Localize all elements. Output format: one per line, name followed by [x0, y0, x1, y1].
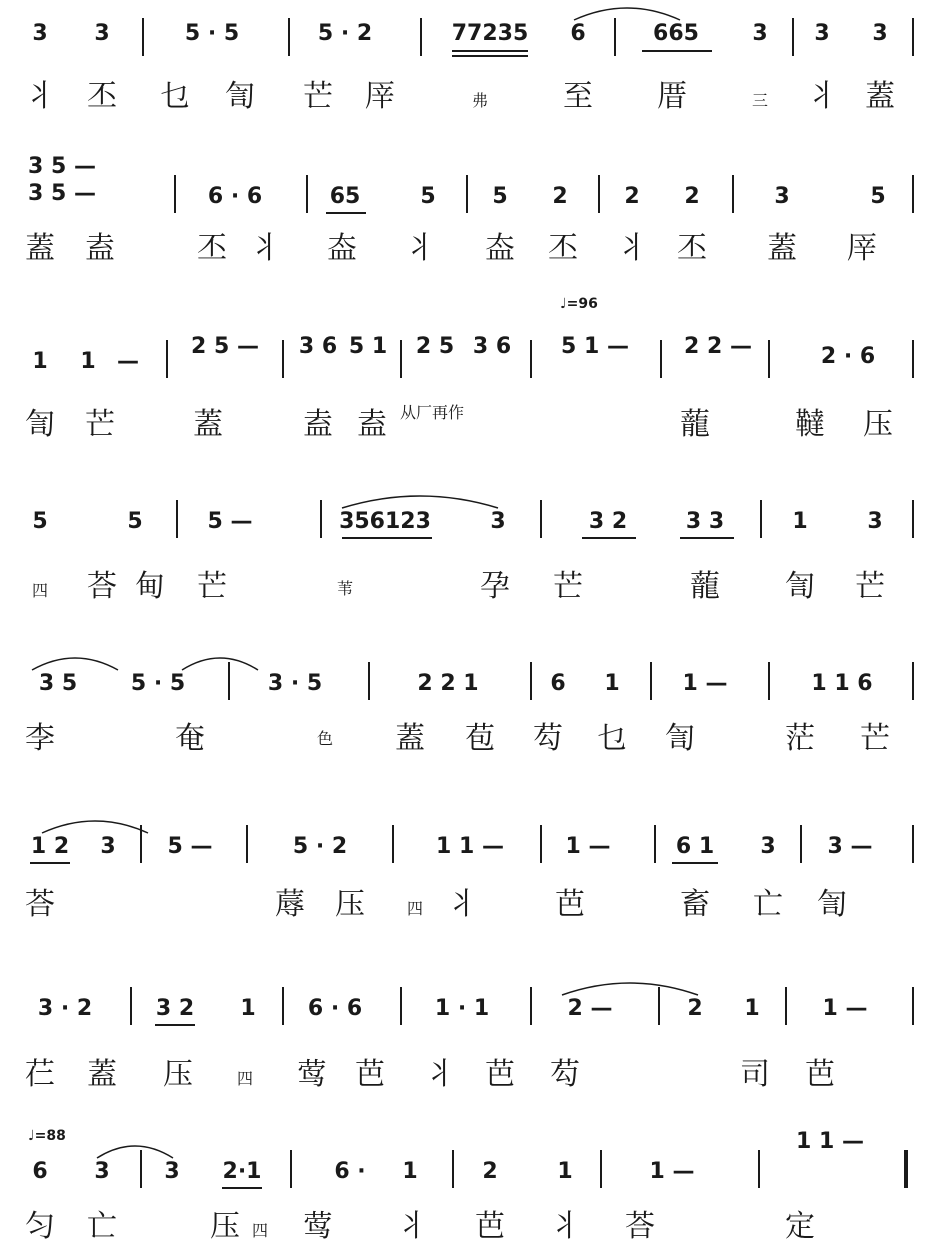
jianzi: 甸	[135, 569, 165, 604]
note: 1	[744, 996, 760, 1021]
jianzi: 丬	[250, 231, 280, 266]
jianzi: 芒	[553, 569, 583, 604]
barline	[912, 825, 914, 863]
barline	[732, 175, 734, 213]
barline	[912, 175, 914, 213]
note: 3 5	[38, 671, 78, 696]
note: 356123	[339, 509, 431, 534]
jianzi: 茫	[785, 721, 815, 756]
note: 3	[94, 21, 110, 46]
jianzi: 压	[335, 887, 365, 922]
note: 5 · 5	[130, 671, 186, 696]
note: 2	[482, 1159, 498, 1184]
barline	[660, 340, 662, 378]
jianzi: 芒	[860, 721, 890, 756]
barline	[614, 18, 616, 56]
note: 1	[402, 1159, 418, 1184]
jianzi: 丬	[447, 887, 477, 922]
barline	[912, 987, 914, 1025]
jianzi: 丬	[807, 79, 837, 114]
barline	[785, 987, 787, 1025]
note: 5 —	[167, 834, 213, 859]
barline	[792, 18, 794, 56]
jianzi: 丬	[425, 1057, 455, 1092]
jianzi: 韃	[795, 407, 825, 442]
jianzi: 芭	[555, 887, 585, 922]
slur	[30, 652, 120, 672]
barline	[420, 18, 422, 56]
jianzi: 亡	[753, 887, 783, 922]
note: 2 5 —	[191, 334, 259, 359]
jianzi: 丕	[87, 79, 117, 114]
jianzi: 畜	[680, 887, 710, 922]
jianzi: 李	[25, 721, 55, 756]
note: 2 5	[415, 334, 455, 359]
jianzi: 訇	[665, 721, 695, 756]
note: 3	[814, 21, 830, 46]
barline	[912, 340, 914, 378]
barline	[368, 662, 370, 700]
note: 3 5 —	[28, 181, 96, 206]
jianzi: 蓋	[395, 721, 425, 756]
barline	[530, 340, 532, 378]
jianzi: 芢	[25, 1057, 55, 1092]
jianzi: 厗	[847, 231, 877, 266]
jianzi: 苞	[465, 721, 495, 756]
note: 665	[653, 21, 699, 46]
note: 5 · 2	[317, 21, 373, 46]
jianzi: 芒	[303, 79, 333, 114]
tempo-mark: ♩=96	[560, 296, 598, 312]
barline	[130, 987, 132, 1025]
note: 2	[684, 184, 700, 209]
note: 6 · 6	[207, 184, 263, 209]
note: 5 1	[348, 334, 388, 359]
barline	[768, 340, 770, 378]
note: 3	[752, 21, 768, 46]
barline	[392, 825, 394, 863]
jianzi: 芭	[355, 1057, 385, 1092]
note: 2·1	[222, 1159, 262, 1184]
note: —	[117, 349, 139, 374]
note: 5	[492, 184, 508, 209]
barline	[800, 825, 802, 863]
barline	[760, 500, 762, 538]
jianzi: 盇	[485, 231, 515, 266]
barline	[540, 500, 542, 538]
barline	[658, 987, 660, 1025]
barline	[598, 175, 600, 213]
barline	[912, 18, 914, 56]
note: 1	[32, 349, 48, 374]
note: 1 —	[649, 1159, 695, 1184]
note: 2	[624, 184, 640, 209]
jianzi: 压	[863, 407, 893, 442]
barline	[540, 825, 542, 863]
jianzi: 蓋	[25, 231, 55, 266]
jianzi: 奄	[175, 721, 205, 756]
barline	[176, 500, 178, 538]
jianzi: 四	[251, 1221, 269, 1240]
jianzi: 苇	[336, 579, 354, 598]
note: 1 · 1	[434, 996, 490, 1021]
underline	[155, 1024, 195, 1026]
note: 3 · 2	[37, 996, 93, 1021]
barline	[600, 1150, 602, 1188]
note: 1 —	[822, 996, 868, 1021]
note: 3	[164, 1159, 180, 1184]
barline	[912, 500, 914, 538]
jianzi: 蘢	[690, 569, 720, 604]
jianzi: 厗	[365, 79, 395, 114]
jianzi: 芒	[197, 569, 227, 604]
barline	[282, 340, 284, 378]
note: 1	[240, 996, 256, 1021]
jianzi: 从厂再作	[399, 403, 465, 422]
note: 3	[867, 509, 883, 534]
slur	[560, 977, 700, 997]
underline	[30, 862, 70, 864]
note: 2 2 1	[417, 671, 479, 696]
jianzi: 厝	[657, 79, 687, 114]
note: 2	[552, 184, 568, 209]
note: 5	[420, 184, 436, 209]
note: 3 3	[685, 509, 725, 534]
note: 1 —	[682, 671, 728, 696]
note: 3 · 5	[267, 671, 323, 696]
jianzi: 莺	[303, 1209, 333, 1244]
barline	[140, 825, 142, 863]
jianzi: 荅	[625, 1209, 655, 1244]
note: 3 2	[588, 509, 628, 534]
note: 65	[329, 184, 361, 209]
jianzi: 丕	[677, 231, 707, 266]
barline	[530, 987, 532, 1025]
jianzi: 四	[406, 899, 424, 918]
jianzi: 芭	[475, 1209, 505, 1244]
barline	[166, 340, 168, 378]
barline	[400, 340, 402, 378]
underline	[582, 537, 636, 539]
note: 77235	[451, 21, 529, 46]
jianzi: 孕	[480, 569, 510, 604]
jianzi: 丬	[617, 231, 647, 266]
note: 5	[32, 509, 48, 534]
barline	[320, 500, 322, 538]
note: 3	[760, 834, 776, 859]
jianzi: 亡	[87, 1209, 117, 1244]
jianzi: 訇	[25, 407, 55, 442]
note: 3 6	[298, 334, 338, 359]
note: 1 1 —	[796, 1129, 864, 1154]
jianzi: 乜	[160, 79, 190, 114]
barline	[306, 175, 308, 213]
jianzi: 蓋	[87, 1057, 117, 1092]
jianzi: 荅	[87, 569, 117, 604]
note: 5 · 5	[184, 21, 240, 46]
note: 1 1 —	[436, 834, 504, 859]
jianzi: 定	[785, 1209, 815, 1244]
jianzi: 荅	[25, 887, 55, 922]
barline	[282, 987, 284, 1025]
barline	[530, 662, 532, 700]
jianzi: 丬	[397, 1209, 427, 1244]
jianzi: 丬	[25, 79, 55, 114]
barline	[758, 1150, 760, 1188]
jianzi: 丬	[405, 231, 435, 266]
jianzi: 莺	[297, 1057, 327, 1092]
note: 2 2 —	[684, 334, 752, 359]
jianzi: 芭	[485, 1057, 515, 1092]
barline	[174, 175, 176, 213]
jianzi: 蓋	[865, 79, 895, 114]
note: 6 1	[675, 834, 715, 859]
jianzi: 芶	[550, 1057, 580, 1092]
jianzi: 匀	[25, 1209, 55, 1244]
note: 2 · 6	[820, 344, 876, 369]
barline	[466, 175, 468, 213]
jianzi: 芭	[805, 1057, 835, 1092]
note: 2 —	[567, 996, 613, 1021]
note: 3 —	[827, 834, 873, 859]
jianzi: 四	[236, 1069, 254, 1088]
note: 2	[687, 996, 703, 1021]
note: 6	[550, 671, 566, 696]
jianzi: 丬	[550, 1209, 580, 1244]
note: 3	[872, 21, 888, 46]
jianzi: 弗	[471, 91, 489, 110]
note: 3	[774, 184, 790, 209]
jianzi: 訇	[817, 887, 847, 922]
note: 6 · 6	[307, 996, 363, 1021]
jianzi: 四	[31, 581, 49, 600]
underline	[642, 50, 712, 52]
note: 5	[127, 509, 143, 534]
note: 1 —	[565, 834, 611, 859]
jianzi: 至	[563, 79, 593, 114]
note: 5 1 —	[561, 334, 629, 359]
jianzi: 芒	[85, 407, 115, 442]
barline	[650, 662, 652, 700]
underline	[326, 212, 366, 214]
slur	[180, 652, 260, 672]
underline	[452, 55, 528, 57]
jianzi: 盍	[303, 407, 333, 442]
note: 6 ·	[334, 1159, 366, 1184]
underline	[342, 537, 432, 539]
jianzi: 司	[740, 1057, 770, 1092]
jianzi: 芶	[533, 721, 563, 756]
note: 3 6	[472, 334, 512, 359]
barline	[654, 825, 656, 863]
jianzi: 蓐	[275, 887, 305, 922]
slur	[95, 1140, 175, 1160]
slur	[340, 490, 500, 510]
jianzi: 丕	[197, 231, 227, 266]
slur	[40, 815, 150, 835]
barline	[768, 662, 770, 700]
jianzi: 盍	[85, 231, 115, 266]
jianzi: 色	[316, 729, 334, 748]
barline	[228, 662, 230, 700]
barline	[246, 825, 248, 863]
barline	[288, 18, 290, 56]
slur	[572, 2, 682, 22]
note: 1	[604, 671, 620, 696]
note: 1 1 6	[811, 671, 873, 696]
note: 3	[32, 21, 48, 46]
note: 3	[490, 509, 506, 534]
jianzi: 盇	[327, 231, 357, 266]
barline	[912, 662, 914, 700]
note: 3	[94, 1159, 110, 1184]
barline	[452, 1150, 454, 1188]
note: 1	[80, 349, 96, 374]
jianzi: 訇	[225, 79, 255, 114]
jianzi: 蘢	[680, 407, 710, 442]
jianzi: 三	[751, 91, 769, 110]
note: 3 2	[155, 996, 195, 1021]
underline	[680, 537, 734, 539]
underline	[452, 50, 528, 52]
underline	[672, 862, 718, 864]
jianzi: 訇	[785, 569, 815, 604]
jianzi: 盍	[357, 407, 387, 442]
note: 3	[100, 834, 116, 859]
jianzi: 乜	[597, 721, 627, 756]
tempo-mark: ♩=88	[28, 1128, 66, 1144]
jianzi: 蓋	[193, 407, 223, 442]
barline	[142, 18, 144, 56]
note: 3 5 —	[28, 154, 96, 179]
note: 5	[870, 184, 886, 209]
barline	[400, 987, 402, 1025]
jianzi: 压	[210, 1209, 240, 1244]
note: 5 · 2	[292, 834, 348, 859]
final-barline	[904, 1150, 908, 1188]
note: 1	[792, 509, 808, 534]
note: 5 —	[207, 509, 253, 534]
note: 1 2	[30, 834, 70, 859]
jianzi: 蓋	[767, 231, 797, 266]
jianzi: 压	[163, 1057, 193, 1092]
barline	[140, 1150, 142, 1188]
jianzi: 芒	[855, 569, 885, 604]
note: 6	[32, 1159, 48, 1184]
note: 1	[557, 1159, 573, 1184]
barline	[290, 1150, 292, 1188]
underline	[222, 1187, 262, 1189]
jianzi: 丕	[548, 231, 578, 266]
note: 6	[570, 21, 586, 46]
